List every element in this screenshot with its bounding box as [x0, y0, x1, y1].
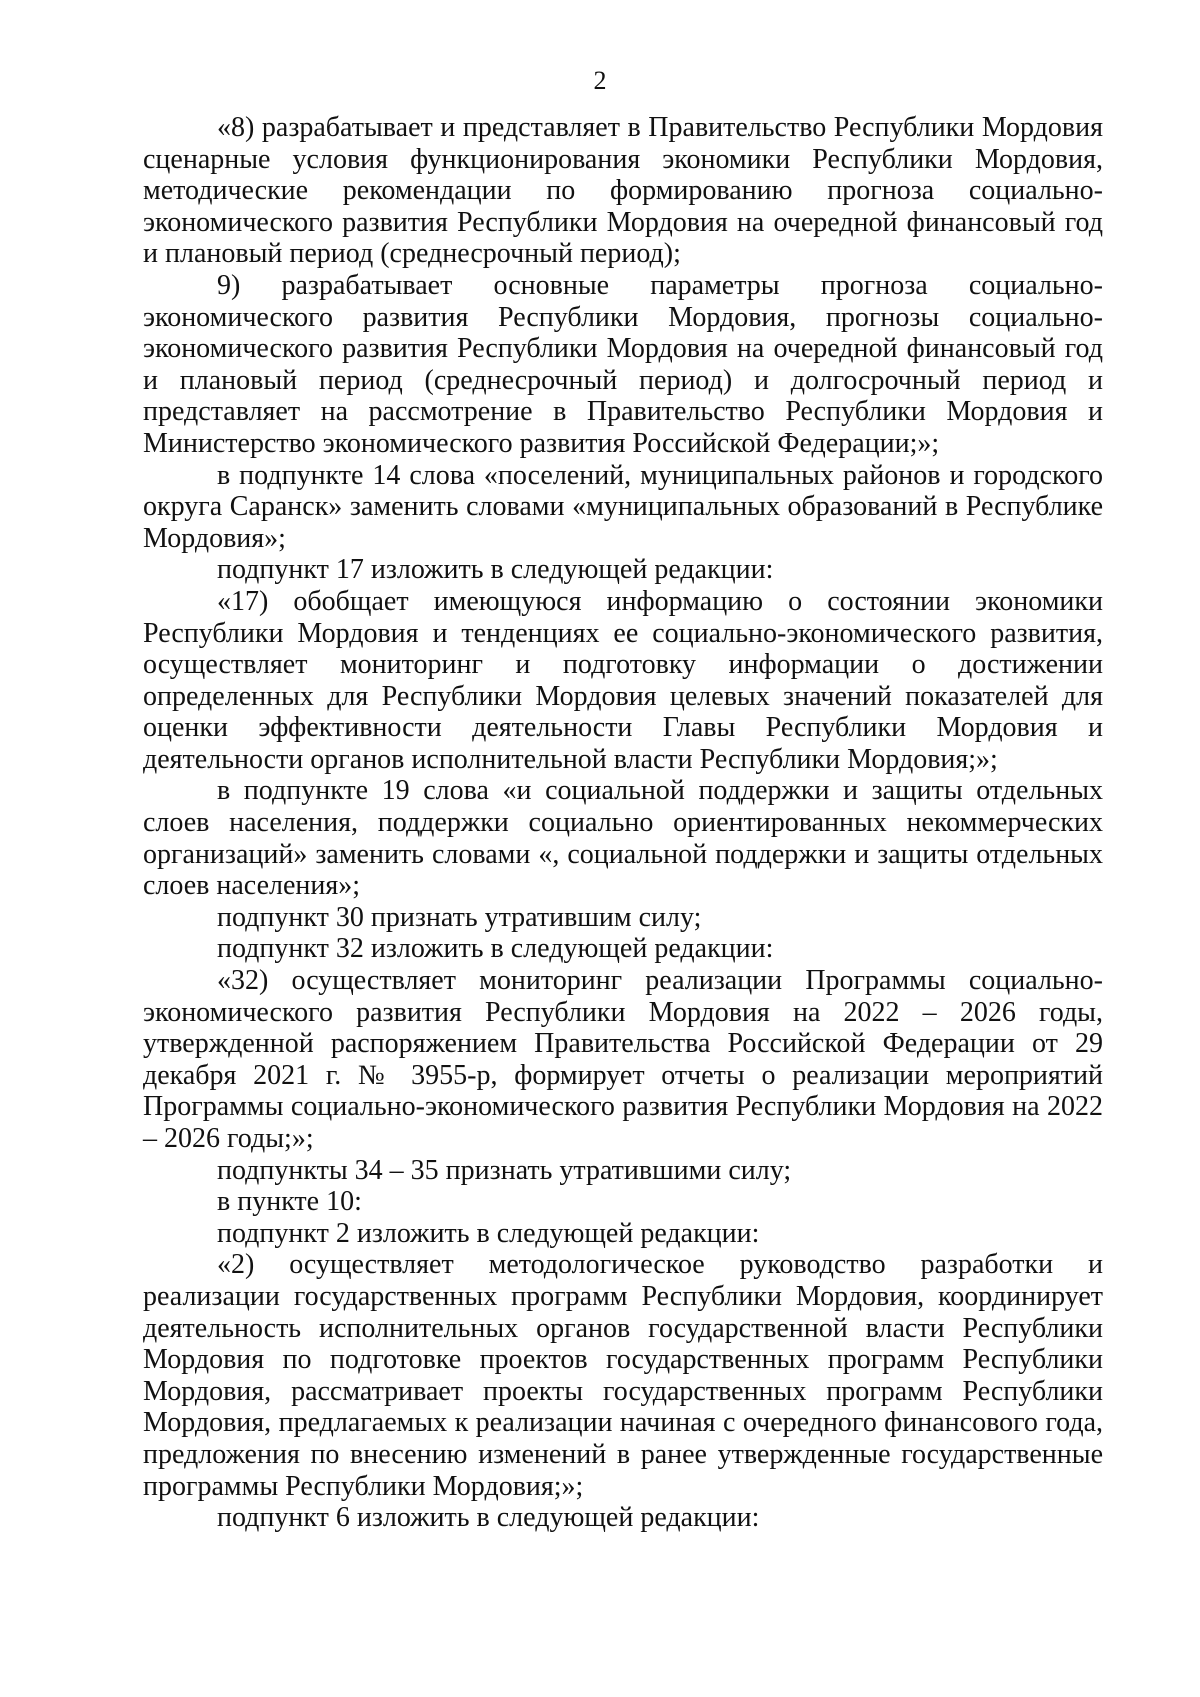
- paragraph-item-2: «2) осуществляет методологическое руководство разработки и реализации государственных программ Республики Мордовия, координирует деятельность исполнительных органов государственной власти Республики Мордовия по подготовке проектов государственных программ Республики Мордовия, рассматривает проекты государственных программ Республики Мордовия, предлагаемых к реализации начиная с очередного финансового года, предложения по внесению изменений в ранее утвержденные государственные программы Республики Мордовия;»;: [143, 1249, 1103, 1502]
- paragraph-item-9: 9) разрабатывает основные параметры прогноза социально-экономического развития Республики Мордовия, прогнозы социально-экономического развития Республики Мордовия на очередной финансовый год и плановый период (среднесрочный период) и долгосрочный период и представляет на рассмотрение в Правительство Республики Мордовия и Министерство экономического развития Российской Федерации;»;: [143, 269, 1103, 459]
- paragraph-subpoint-17-intro: подпункт 17 изложить в следующей редакции:: [217, 554, 774, 586]
- paragraph-subpoint-30: подпункт 30 признать утратившим силу;: [217, 901, 702, 933]
- paragraph-subpoint-14: в подпункте 14 слова «поселений, муниципальных районов и городского округа Саранск» заменить словами «муниципальных образований в Республике Мордовия»;: [143, 459, 1103, 554]
- paragraph-point-10: в пункте 10:: [217, 1186, 362, 1218]
- paragraph-subpoint-32-intro: подпункт 32 изложить в следующей редакции:: [217, 933, 774, 965]
- paragraph-subpoints-34-35: подпункты 34 – 35 признать утратившими силу;: [217, 1154, 792, 1186]
- paragraph-subpoint-19: в подпункте 19 слова «и социальной поддержки и защиты отдельных слоев населения, поддержки социально ориентированных некоммерческих организаций» заменить словами «, социальной поддержки и защиты отдельных слоев населения»;: [143, 775, 1103, 902]
- page-number: 2: [593, 66, 607, 95]
- paragraph-subpoint-6-intro: подпункт 6 изложить в следующей редакции:: [217, 1502, 760, 1534]
- paragraph-item-32: «32) осуществляет мониторинг реализации Программы социально-экономического развития Республики Мордовия на 2022 – 2026 годы, утвержденной распоряжением Правительства Российской Федерации от 29 декабря 2021 г. № 3955-р, формирует отчеты о реализации мероприятий Программы социально-экономического развития Республики Мордовия на 2022 – 2026 годы;»;: [143, 965, 1103, 1154]
- paragraph-subpoint-2-intro: подпункт 2 изложить в следующей редакции:: [217, 1217, 760, 1249]
- paragraph-item-17: «17) обобщает имеющуюся информацию о состоянии экономики Республики Мордовия и тенденциях ее социально-экономического развития, осуществляет мониторинг и подготовку информации о достижении определенных для Республики Мордовия целевых значений показателей для оценки эффективности деятельности Главы Республики Мордовия и деятельности органов исполнительной власти Республики Мордовия;»;: [143, 585, 1103, 775]
- document-body: [143, 112, 1103, 1534]
- paragraph-item-8: «8) разрабатывает и представляет в Правительство Республики Мордовия сценарные условия функционирования экономики Республики Мордовия, методические рекомендации по формированию прогноза социально-экономического развития Республики Мордовия на очередной финансовый год и плановый период (среднесрочный период);: [143, 112, 1103, 270]
